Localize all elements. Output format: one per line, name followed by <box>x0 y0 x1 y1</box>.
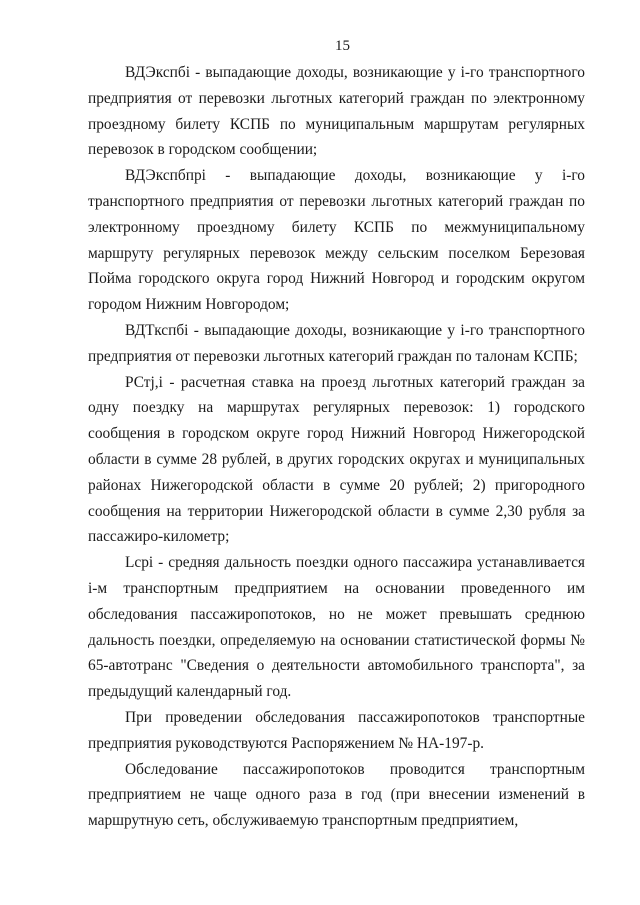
paragraph-vd-tkspb: ВДТкспбi - выпадающие доходы, возникающие у i-го транспортного предприятия от перевозки льготных категорий граждан по талонам КСПБ; <box>88 321 585 365</box>
document-page <box>88 36 585 834</box>
paragraph-vd-ekspb: ВДЭкспбi - выпадающие доходы, возникающие у i-го транспортного предприятия от перевозки льготных категорий граждан по электронному проездному билету КСПБ по муниципальным маршрутам регулярных перевозок в городском сообщении; <box>88 64 585 159</box>
paragraph-rst: РСтj,i - расчетная ставка на проезд льготных категорий граждан за одну поездку на маршрутах регулярных перевозок: 1) городского сообщения в городском округе город Нижний Новгород Нижегородской области в сумме 28 рублей, в других городских округах и муниципальных районах Нижегородской области в сумме 20 рублей; 2) пригородного сообщения на территории Нижегородской области в сумме 2,30 рубля за пассажиро-километр; <box>88 373 585 546</box>
paragraph-survey-frequency: Обследование пассажиропотоков проводится транспортным предприятием не чаще одного раза в год (при внесении изменений в маршрутную сеть, обслуживаемую транспортным предприятием, <box>88 760 585 830</box>
page-number: 15 <box>335 38 350 54</box>
paragraph-lsr: Lсрi - средняя дальность поездки одного пассажира устанавливается i-м транспортным предприятием на основании проведенного им обследования пассажиропотоков, но не может превышать среднюю дальность поездки, определяемую на основании статистической формы № 65-автотранс "Сведения о деятельности автомобильного транспорта", за предыдущий календарный год. <box>88 554 585 701</box>
paragraph-survey-rules: При проведении обследования пассажиропотоков транспортные предприятия руководствуются Распоряжением № НА-197-р. <box>88 708 585 752</box>
paragraph-vd-ekspbpr: ВДЭкспбпрi - выпадающие доходы, возникающие у i-го транспортного предприятия от перевозки льготных категорий граждан по электронному проездному билету КСПБ по межмуниципальному маршруту регулярных перевозок между сельским поселком Березовая Пойма городского округа город Нижний Новгород и городским округом городом Нижним Новгородом; <box>88 167 585 314</box>
